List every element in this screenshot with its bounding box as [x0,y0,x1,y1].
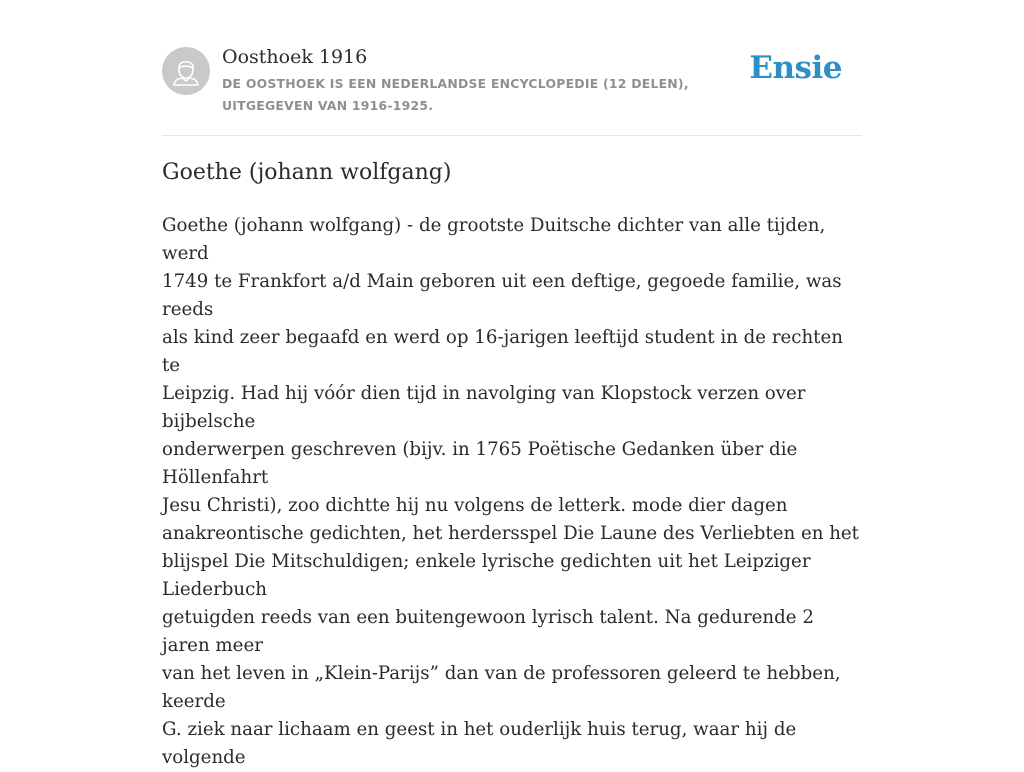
header-divider [162,135,862,136]
article-body: Goethe (johann wolfgang) - de grootste Duitsche dichter van alle tijden, werd 1749 te Frankfort a/d Main geboren uit een deftige, gegoede familie, was reeds als kind zeer begaafd en werd op 16-jarigen leeftijd student in de rechten te Leipzig. Had hij vóór dien tijd in navolging van Klopstock verzen over bijbelsche onderwerpen geschreven (bijv. in 1765 Poëtische Gedanken über die Höllenfahrt Jesu Christi), zoo dichtte hij nu volgens de letterk. mode dier dagen anakreontische gedichten, het herdersspel Die Laune des Verliebten en het blijspel Die Mitschuldigen; enkele lyrische gedichten uit het Leipziger Liederbuch getuigden reeds van een buitengewoon lyrisch talent. Na gedurende 2 jaren meer van het leven in „Klein-Parijs” dan van de professoren geleerd te hebben, keerde G. ziek naar lichaam en geest in het ouderlijk huis terug, waar hij de volgende [162,215,859,768]
source-header [162,44,862,136]
ensie-logo[interactable]: Ensie [749,50,842,86]
source-title[interactable]: Oosthoek 1916 [222,46,368,68]
article-title: Goethe (johann wolfgang) [162,160,452,185]
source-description: DE OOSTHOEK IS EEN NEDERLANDSE ENCYCLOPEDIE (12 DELEN), UITGEGEVEN VAN 1916-1925. [222,76,689,113]
user-avatar-icon[interactable] [162,47,210,95]
